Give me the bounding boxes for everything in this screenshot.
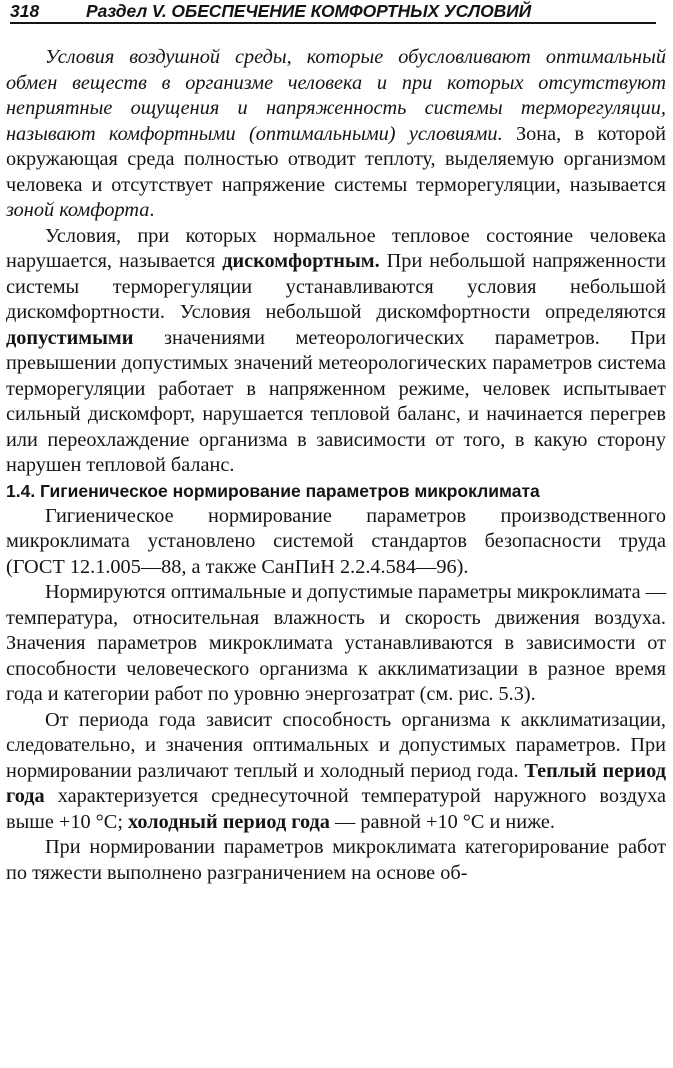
term-discomfort: дискомфортным.	[222, 250, 380, 272]
paragraph-discomfort	[6, 224, 666, 479]
text-run: Зона, в которой окружающая среда полностью отводит теплоту, выделяемую организмом человека и отсутствует напряжение системы терморегуляции, называется	[6, 122, 666, 196]
paragraph-standards: Гигиеническое нормирование параметров производственного микроклимата установлено системой стандартов безопасности труда (ГОСТ 12.1.005—88, а также СанПиН 2.2.4.584—96).	[6, 504, 666, 578]
text-run: значениями метеорологических параметров. При превышении допустимых значений метеорологических параметров система терморегуляции работает в напряженном режиме, человек испытывает сильный дискомфорт, нарушается тепловой баланс, и начинается перегрев или переохлаждение организма в зависимости от того, в какую сторону нарушен тепловой баланс.	[6, 326, 666, 476]
term-cold-period: холодный период года	[128, 810, 330, 833]
paragraph-work-categories: При нормировании параметров микроклимата категорирование работ по тяжести выполнено разграничением на основе об-	[6, 836, 666, 884]
term-comfort-zone: зоной комфорта	[6, 199, 150, 221]
paragraph-parameters: Нормируются оптимальные и допустимые параметры микроклимата — температура, относительная влажность и скорость движения воздуха. Значения параметров микроклимата устанавливаются в зависимости от способности человеческого организма к акклиматизации в разное время года и категории работ по уровню энергозатрат (см. рис. 5.3).	[6, 581, 666, 705]
paragraph-comfort-conditions	[6, 45, 666, 224]
text-run: Условия, при которых нормальное тепловое состояние человека нарушается, называется	[6, 224, 666, 272]
main-text	[6, 45, 666, 886]
text-run: От периода года зависит способность организма к акклиматизации, следовательно, и значения оптимальных и допустимых параметров. При нормировании различают теплый и холодный период года.	[6, 708, 666, 782]
term-permissible: допустимыми	[6, 326, 134, 349]
text-run: При небольшой напряженности системы терморегуляции устанавливаются условия небольшой дискомфортности. Условия небольшой дискомфортности определяются	[6, 250, 666, 323]
section-title: Раздел V. ОБЕСПЕЧЕНИЕ КОМФОРТНЫХ УСЛОВИЙ	[86, 1, 532, 21]
running-header	[10, 0, 656, 24]
section-heading: 1.4. Гигиеническое нормирование параметров микроклимата	[6, 480, 540, 501]
definition-comfort-conditions: Условия воздушной среды, которые обусловливают оптимальный обмен веществ в организме человека и при которых отсутствуют неприятные ощущения и напряженность системы терморегуляции, называют комфортными (оптимальными) условиями.	[6, 46, 666, 145]
page-number: 318	[10, 1, 40, 21]
term-warm-period: Теплый период года	[6, 759, 666, 807]
text-run: характеризуется среднесуточной температурой наружного воздуха выше +10 °С;	[6, 785, 666, 833]
text-run: .	[149, 199, 155, 221]
paragraph-seasons	[6, 708, 666, 836]
text-run: — равной +10 °С и ниже.	[329, 810, 555, 833]
